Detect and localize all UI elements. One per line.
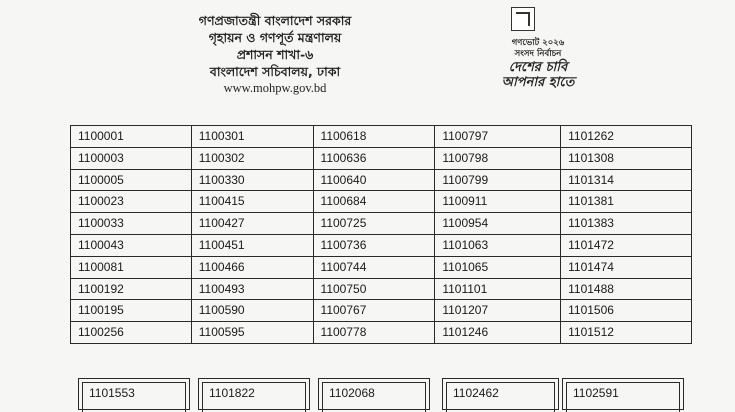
table-cell: 1100493 xyxy=(191,278,313,300)
table-cell: 1100330 xyxy=(191,169,313,191)
table-cell: 1100736 xyxy=(313,234,435,256)
table-cell: 1101472 xyxy=(561,234,692,256)
table-cell: 1101101 xyxy=(435,278,561,300)
election-logo-slogan1: দেশের চাবি xyxy=(508,60,568,75)
header-line-ministry: গৃহায়ন ও গণপূর্ত মন্ত্রণালয় xyxy=(208,30,342,45)
table-cell: 1100767 xyxy=(313,300,435,322)
table-cell: 1100954 xyxy=(435,213,561,235)
table-row xyxy=(71,147,692,169)
table-cell: 1100640 xyxy=(313,169,435,191)
table-cell: 1100451 xyxy=(191,234,313,256)
table-row xyxy=(71,169,692,191)
table-cell: 1100744 xyxy=(313,256,435,278)
table-cell: 1100256 xyxy=(71,322,192,344)
table-cell: 1101246 xyxy=(435,322,561,344)
election-logo-slogan2: আপনার হাতে xyxy=(501,75,575,90)
table-cell: 1101822 xyxy=(198,378,310,410)
ballot-box-icon xyxy=(511,7,535,31)
table-cell: 1100302 xyxy=(191,147,313,169)
header-website: www.mohpw.gov.bd xyxy=(223,81,327,95)
header-line-secretariat: বাংলাদেশ সচিবালয়, ঢাকা xyxy=(209,64,341,79)
table-cell: 1100192 xyxy=(71,278,192,300)
table-cell: 1100301 xyxy=(191,126,313,148)
election-logo xyxy=(478,38,598,90)
table-cell: 1100798 xyxy=(435,147,561,169)
table-cell: 1102591 xyxy=(562,378,684,410)
table-row xyxy=(71,322,692,344)
table-cell: 1100005 xyxy=(71,169,192,191)
table-row xyxy=(71,256,692,278)
table-cell: 1101553 xyxy=(78,378,190,410)
table-cell: 1100003 xyxy=(71,147,192,169)
table-row xyxy=(71,234,692,256)
table-cell: 1100001 xyxy=(71,126,192,148)
table-cell: 1100684 xyxy=(313,191,435,213)
table-cell: 1101488 xyxy=(561,278,692,300)
table-cell: 1101512 xyxy=(561,322,692,344)
table-cell: 1102068 xyxy=(318,378,430,410)
table-cell: 1101314 xyxy=(561,169,692,191)
table-cell: 1100750 xyxy=(313,278,435,300)
table-cell: 1100023 xyxy=(71,191,192,213)
header-line-branch: প্রশাসন শাখা-৬ xyxy=(236,47,314,62)
id-number-table xyxy=(70,125,692,344)
table-cell: 1100725 xyxy=(313,213,435,235)
table-cell: 1100636 xyxy=(313,147,435,169)
header-line-government: গণপ্রজাতন্ত্রী বাংলাদেশ সরকার xyxy=(198,13,352,28)
table-row xyxy=(71,126,692,148)
bottom-row xyxy=(70,378,710,408)
table-cell: 1100033 xyxy=(71,213,192,235)
table-cell: 1100590 xyxy=(191,300,313,322)
table-cell: 1101381 xyxy=(561,191,692,213)
table-cell: 1100195 xyxy=(71,300,192,322)
table-cell: 1100415 xyxy=(191,191,313,213)
table-cell: 1100081 xyxy=(71,256,192,278)
table-cell: 1100043 xyxy=(71,234,192,256)
table-cell: 1101065 xyxy=(435,256,561,278)
table-cell: 1101474 xyxy=(561,256,692,278)
table-cell: 1100427 xyxy=(191,213,313,235)
election-logo-line2: সংসদ নির্বাচন xyxy=(514,49,562,59)
table-cell: 1100799 xyxy=(435,169,561,191)
table-cell: 1100466 xyxy=(191,256,313,278)
table-row xyxy=(71,278,692,300)
table-cell: 1100911 xyxy=(435,191,561,213)
election-logo-line1: গণভোট ২০২৬ xyxy=(511,38,565,48)
table-cell: 1100618 xyxy=(313,126,435,148)
table-cell: 1101383 xyxy=(561,213,692,235)
table-cell: 1101308 xyxy=(561,147,692,169)
table-cell: 1100595 xyxy=(191,322,313,344)
table-row xyxy=(71,300,692,322)
table-cell: 1101506 xyxy=(561,300,692,322)
table-cell: 1101262 xyxy=(561,126,692,148)
table-row xyxy=(71,191,692,213)
ministry-header xyxy=(175,12,375,97)
table-cell: 1102462 xyxy=(442,378,559,410)
table-cell: 1100797 xyxy=(435,126,561,148)
table-cell: 1101063 xyxy=(435,234,561,256)
table-cell: 1100778 xyxy=(313,322,435,344)
table-cell: 1101207 xyxy=(435,300,561,322)
table-row xyxy=(71,213,692,235)
